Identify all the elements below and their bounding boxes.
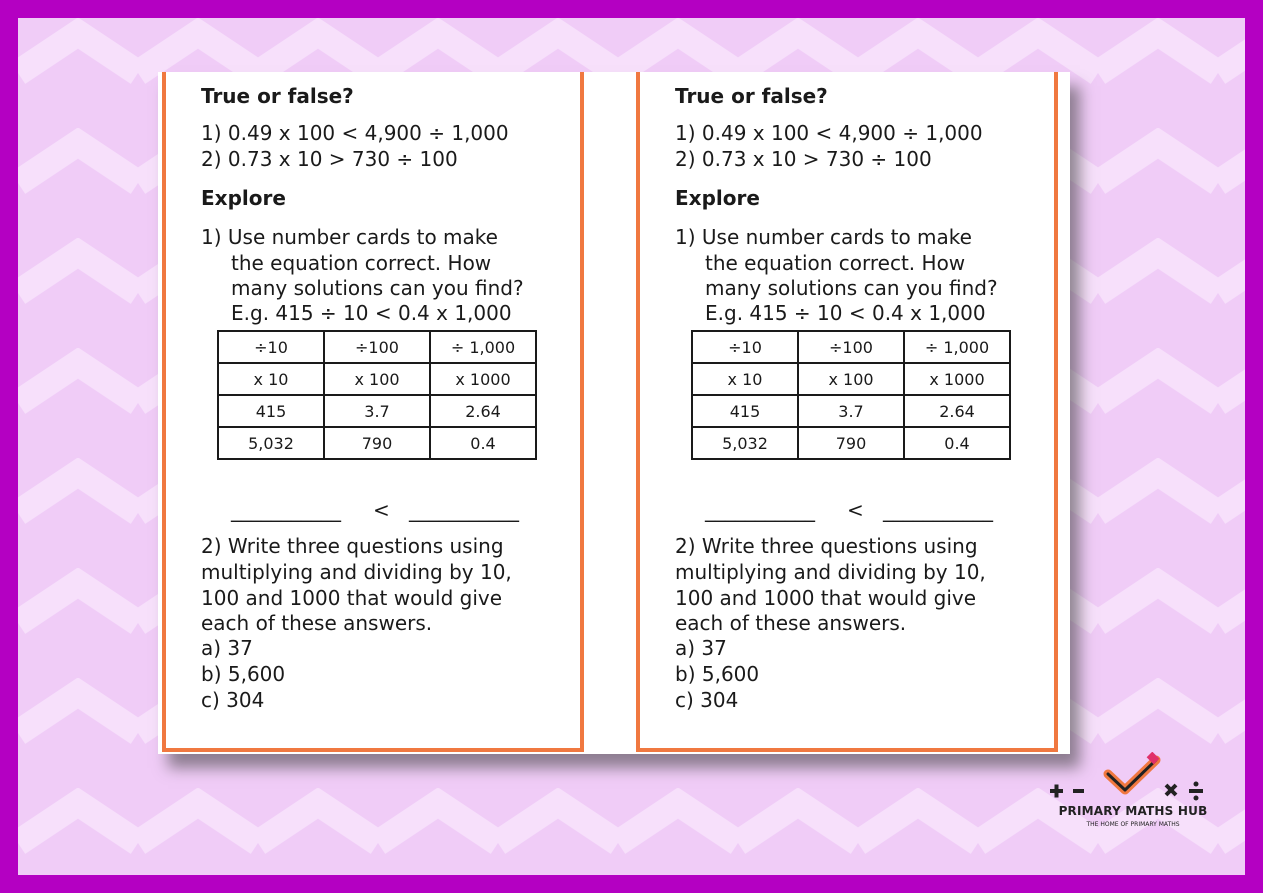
explore-q2-line: multiplying and dividing by 10, bbox=[675, 560, 986, 584]
explore-q1-line: 1) Use number cards to make bbox=[675, 225, 972, 249]
table-row bbox=[218, 363, 536, 395]
answer-b: b) 5,600 bbox=[675, 662, 760, 686]
number-card: x 10 bbox=[692, 363, 798, 395]
number-card: 0.4 bbox=[430, 427, 536, 459]
number-card: 2.64 bbox=[904, 395, 1010, 427]
logo-tagline: THE HOME OF PRIMARY MATHS bbox=[1086, 821, 1180, 828]
explore-q2-line: 100 and 1000 that would give bbox=[201, 586, 503, 610]
explore-q1-example: E.g. 415 ÷ 10 < 0.4 x 1,000 bbox=[231, 301, 512, 325]
number-card: 415 bbox=[218, 395, 324, 427]
explore-q2-line: each of these answers. bbox=[675, 611, 907, 635]
number-cards-table bbox=[217, 330, 537, 460]
table-row bbox=[692, 395, 1010, 427]
number-card: 0.4 bbox=[904, 427, 1010, 459]
number-card: 2.64 bbox=[430, 395, 536, 427]
number-card: 3.7 bbox=[324, 395, 430, 427]
number-cards-table bbox=[691, 330, 1011, 460]
explore-q1-line: many solutions can you find? bbox=[231, 276, 524, 300]
answer-a: a) 37 bbox=[675, 636, 727, 660]
number-card: ÷100 bbox=[798, 331, 904, 363]
explore-q2-line: 2) Write three questions using bbox=[201, 534, 504, 558]
explore-q1-line: the equation correct. How bbox=[231, 251, 492, 275]
answer-blank-right: ___________ bbox=[409, 498, 519, 522]
number-card: x 100 bbox=[324, 363, 430, 395]
explore-q1-line: many solutions can you find? bbox=[705, 276, 998, 300]
number-card: ÷100 bbox=[324, 331, 430, 363]
number-card: x 100 bbox=[798, 363, 904, 395]
answer-blank-right: ___________ bbox=[883, 498, 993, 522]
task-card-right bbox=[636, 72, 1058, 752]
true-false-heading: True or false? bbox=[201, 84, 354, 108]
true-false-heading: True or false? bbox=[675, 84, 828, 108]
number-card: x 1000 bbox=[904, 363, 1010, 395]
worksheet bbox=[158, 72, 1070, 754]
table-row bbox=[692, 331, 1010, 363]
primary-maths-hub-logo bbox=[1044, 752, 1222, 832]
tf-question-2: 2) 0.73 x 10 > 730 ÷ 100 bbox=[201, 147, 458, 171]
tf-question-2: 2) 0.73 x 10 > 730 ÷ 100 bbox=[675, 147, 932, 171]
task-card-left bbox=[162, 72, 584, 752]
number-card: 5,032 bbox=[218, 427, 324, 459]
tf-question-1: 1) 0.49 x 100 < 4,900 ÷ 1,000 bbox=[675, 121, 983, 145]
less-than-sign: < bbox=[847, 498, 864, 522]
explore-q2-line: multiplying and dividing by 10, bbox=[201, 560, 512, 584]
number-card: ÷ 1,000 bbox=[430, 331, 536, 363]
explore-q1-example: E.g. 415 ÷ 10 < 0.4 x 1,000 bbox=[705, 301, 986, 325]
number-card: 790 bbox=[798, 427, 904, 459]
tf-question-1: 1) 0.49 x 100 < 4,900 ÷ 1,000 bbox=[201, 121, 509, 145]
table-row bbox=[218, 427, 536, 459]
number-card: 5,032 bbox=[692, 427, 798, 459]
number-card: x 1000 bbox=[430, 363, 536, 395]
number-card: 3.7 bbox=[798, 395, 904, 427]
explore-q1-line: 1) Use number cards to make bbox=[201, 225, 498, 249]
explore-q1-line: the equation correct. How bbox=[705, 251, 966, 275]
number-card: ÷10 bbox=[218, 331, 324, 363]
answer-c: c) 304 bbox=[675, 688, 739, 712]
table-row bbox=[692, 363, 1010, 395]
logo-title: PRIMARY MATHS HUB bbox=[1058, 804, 1208, 818]
answer-c: c) 304 bbox=[201, 688, 265, 712]
answer-blank-left: ___________ bbox=[231, 498, 341, 522]
number-card: x 10 bbox=[218, 363, 324, 395]
table-row bbox=[692, 427, 1010, 459]
explore-q2-line: each of these answers. bbox=[201, 611, 433, 635]
number-card: 790 bbox=[324, 427, 430, 459]
explore-q2-line: 2) Write three questions using bbox=[675, 534, 978, 558]
table-row bbox=[218, 331, 536, 363]
table-row bbox=[218, 395, 536, 427]
less-than-sign: < bbox=[373, 498, 390, 522]
answer-a: a) 37 bbox=[201, 636, 253, 660]
explore-heading: Explore bbox=[201, 186, 286, 210]
number-card: 415 bbox=[692, 395, 798, 427]
explore-q2-line: 100 and 1000 that would give bbox=[675, 586, 977, 610]
answer-b: b) 5,600 bbox=[201, 662, 286, 686]
explore-heading: Explore bbox=[675, 186, 760, 210]
number-card: ÷10 bbox=[692, 331, 798, 363]
number-card: ÷ 1,000 bbox=[904, 331, 1010, 363]
logo-symbols-icon bbox=[1044, 752, 1222, 804]
answer-blank-left: ___________ bbox=[705, 498, 815, 522]
